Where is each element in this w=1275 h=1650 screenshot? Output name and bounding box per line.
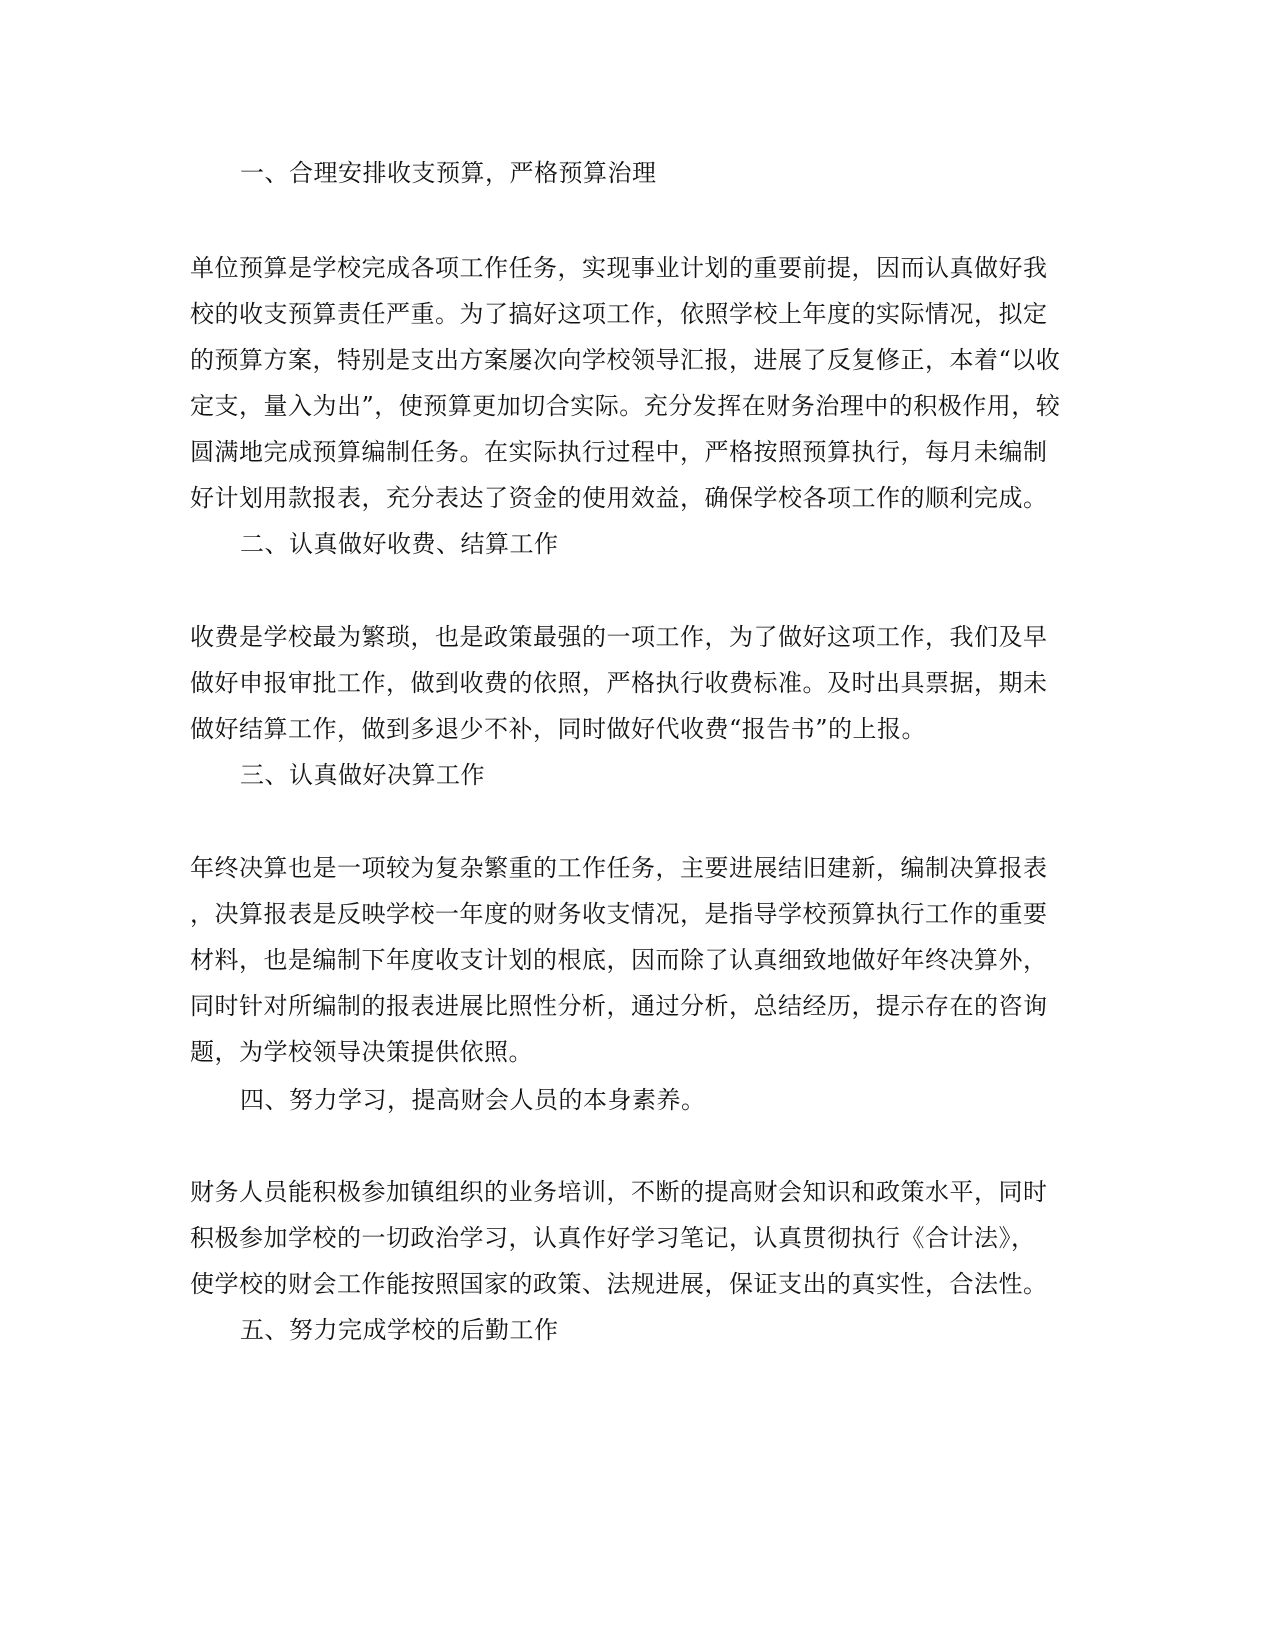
body-line: 使学校的财会工作能按照国家的政策、法规进展，保证支出的真实性，合法性。 [190, 1270, 1048, 1298]
body-line: 做好结算工作，做到多退少不补，同时做好代收费“报告书”的上报。 [190, 715, 927, 743]
body-line: 单位预算是学校完成各项工作任务，实现事业计划的重要前提，因而认真做好我 [190, 254, 1048, 282]
body-line: 好计划用款报表，充分表达了资金的使用效益，确保学校各项工作的顺利完成。 [190, 484, 1048, 512]
body-line: 定支，量入为出”，使预算更加切合实际。充分发挥在财务治理中的积极作用，较 [190, 392, 1061, 420]
section-heading-1: 一、合理安排收支预算，严格预算治理 [240, 159, 657, 187]
body-line: 题，为学校领导决策提供依照。 [190, 1038, 533, 1066]
body-line: 财务人员能积极参加镇组织的业务培训，不断的提高财会知识和政策水平，同时 [190, 1178, 1048, 1206]
body-line: 积极参加学校的一切政治学习，认真作好学习笔记，认真贯彻执行《合计法》， [190, 1224, 1036, 1252]
body-line: 同时针对所编制的报表进展比照性分析，通过分析，总结经历，提示存在的咨询 [190, 992, 1048, 1020]
body-line: 圆满地完成预算编制任务。在实际执行过程中，严格按照预算执行，每月未编制 [190, 438, 1048, 466]
body-line: ，决算报表是反映学校一年度的财务收支情况，是指导学校预算执行工作的重要 [190, 900, 1048, 928]
body-line: 的预算方案，特别是支出方案屡次向学校领导汇报，进展了反复修正，本着“以收 [190, 346, 1061, 374]
body-line: 校的收支预算责任严重。为了搞好这项工作，依照学校上年度的实际情况，拟定 [190, 300, 1048, 328]
section-heading-2: 二、认真做好收费、结算工作 [240, 530, 559, 558]
body-line: 做好申报审批工作，做到收费的依照，严格执行收费标准。及时出具票据，期未 [190, 669, 1048, 697]
section-heading-3: 三、认真做好决算工作 [240, 761, 485, 789]
body-line: 收费是学校最为繁琐，也是政策最强的一项工作，为了做好这项工作，我们及早 [190, 623, 1048, 651]
section-heading-5: 五、努力完成学校的后勤工作 [240, 1316, 559, 1344]
body-line: 年终决算也是一项较为复杂繁重的工作任务，主要进展结旧建新，编制决算报表 [190, 854, 1048, 882]
section-heading-4: 四、努力学习，提高财会人员的本身素养。 [240, 1086, 706, 1114]
body-line: 材料，也是编制下年度收支计划的根底，因而除了认真细致地做好年终决算外， [190, 946, 1048, 974]
